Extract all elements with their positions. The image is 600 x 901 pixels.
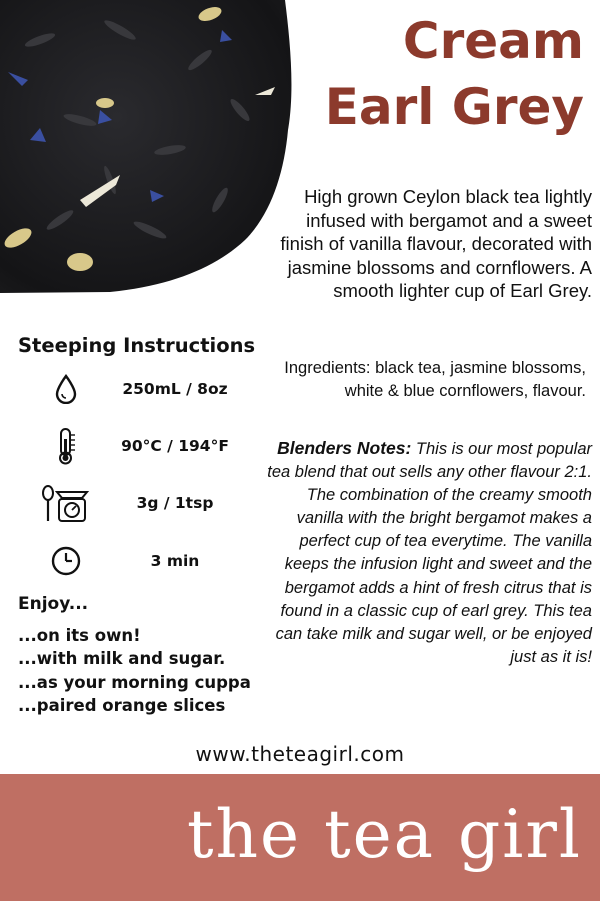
thermometer-icon (40, 424, 92, 468)
product-description: High grown Ceylon black tea lightly infused with bergamot and a sweet finish of vanilla flavour, decorated with jasmine blossoms and cornflowers. A smooth lighter cup of Earl Grey. (280, 186, 592, 302)
product-title (325, 8, 584, 140)
loose-leaf-tea-photo (0, 0, 295, 293)
enjoy-item: ...on its own! (18, 626, 141, 645)
steeping-heading: Steeping Instructions (18, 334, 256, 357)
blenders-notes-text: This is our most popular tea blend that out sells any other flavour 2:1. The combination of the creamy smooth vanilla with the bright bergamot makes a perfect cup of tea everytime. The vanilla keeps the infusion light and sweet and the bergamot adds a hint of fresh citrus that is found in a classic cup of earl grey. This tea can take milk and sugar well, or be enjoyed just as it is! (267, 440, 592, 666)
steeping-water-value: 250mL / 8oz (122, 380, 228, 398)
clock-icon (40, 539, 92, 583)
brand-logo-text: the tea girl (187, 796, 582, 873)
enjoy-heading: Enjoy... (18, 594, 89, 614)
enjoy-item: ...as your morning cuppa (18, 672, 251, 692)
blenders-notes-label: Blenders Notes: (277, 438, 412, 458)
steeping-time-value: 3 min (150, 552, 200, 570)
enjoy-item: ...with milk and sugar. (18, 649, 226, 669)
website-url: www.theteagirl.com (195, 742, 405, 766)
steeping-time (40, 539, 280, 583)
enjoy-item: ...paired orange slices (18, 696, 226, 716)
ingredients-text: Ingredients: black tea, jasmine blossoms, white & blue cornflowers, flavour. (284, 359, 586, 400)
steeping-temperature (40, 424, 280, 468)
steeping-amount (40, 481, 280, 525)
title-line-1: Cream (402, 12, 584, 70)
title-line-2: Earl Grey (324, 78, 584, 136)
enjoy-list (18, 624, 251, 718)
steeping-water (40, 367, 280, 411)
blenders-notes (267, 437, 592, 669)
water-drop-icon (40, 367, 92, 411)
footer-band (0, 774, 600, 901)
steeping-amount-value: 3g / 1tsp (136, 494, 214, 512)
scale-spoon-icon (40, 481, 92, 525)
steeping-temperature-value: 90°C / 194°F (121, 437, 229, 455)
